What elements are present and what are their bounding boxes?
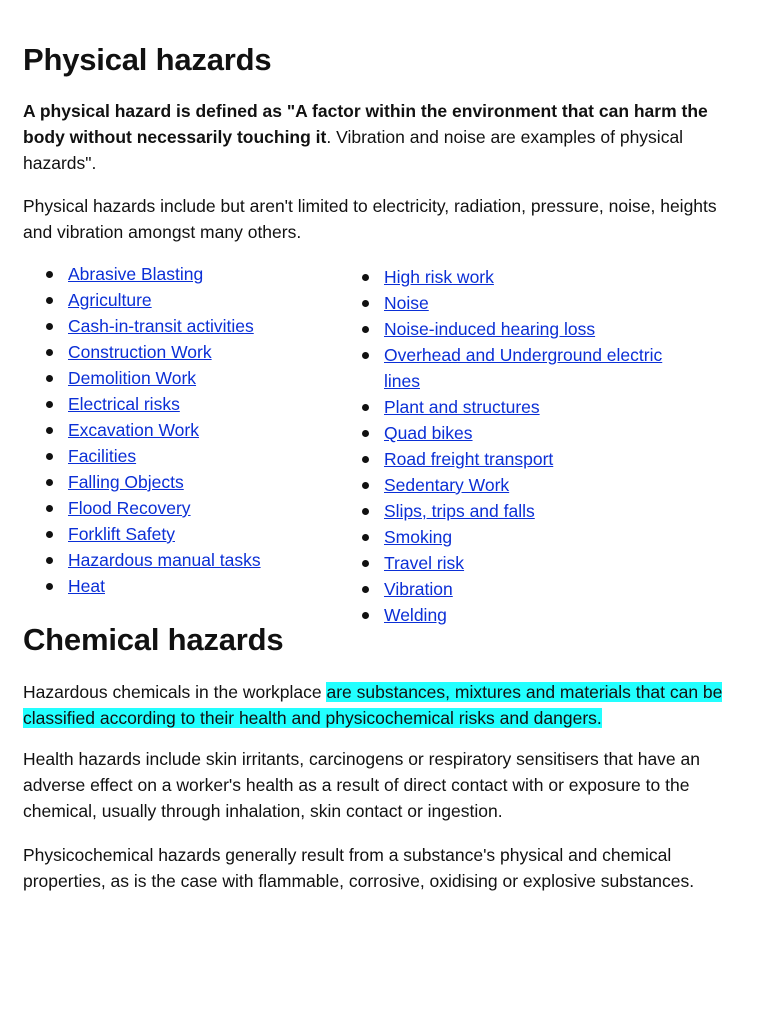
hazard-link[interactable]: Forklift Safety bbox=[68, 524, 175, 544]
hazard-list-item bbox=[23, 573, 343, 599]
definition-bold-text: A physical hazard is defined as "A factor within the environment that can harm the body without necessarily touching it bbox=[23, 101, 708, 147]
hazard-list-item bbox=[339, 498, 699, 524]
hazard-link[interactable]: Heat bbox=[68, 576, 105, 596]
hazard-link[interactable]: Slips, trips and falls bbox=[384, 501, 535, 521]
hazard-list-item bbox=[23, 365, 343, 391]
physical-hazards-includes: Physical hazards include but aren't limited to electricity, radiation, pressure, noise, heights and vibration amongst many others. bbox=[23, 196, 717, 242]
hazard-link[interactable]: Construction Work bbox=[68, 342, 212, 362]
chemical-hazards-heading: Chemical hazards bbox=[23, 622, 284, 657]
bullet-icon bbox=[362, 430, 369, 437]
hazard-list-item bbox=[339, 290, 699, 316]
hazard-link[interactable]: Falling Objects bbox=[68, 472, 184, 492]
hazard-link[interactable]: Abrasive Blasting bbox=[68, 264, 204, 284]
hazard-list-item bbox=[23, 495, 343, 521]
bullet-icon bbox=[362, 586, 369, 593]
bullet-icon bbox=[362, 560, 369, 567]
hazard-list-item bbox=[339, 316, 699, 342]
hazard-list-item bbox=[23, 443, 343, 469]
hazard-list-item bbox=[339, 342, 699, 394]
bullet-icon bbox=[362, 482, 369, 489]
bullet-icon bbox=[46, 297, 53, 304]
bullet-icon bbox=[46, 401, 53, 408]
bullet-icon bbox=[46, 453, 53, 460]
hazard-link[interactable]: Overhead and Underground electric lines bbox=[384, 345, 663, 391]
bullet-icon bbox=[362, 352, 369, 359]
hazard-link[interactable]: Sedentary Work bbox=[384, 475, 510, 495]
hazard-list-item bbox=[23, 339, 343, 365]
hazard-list-item bbox=[23, 521, 343, 547]
bullet-icon bbox=[362, 326, 369, 333]
bullet-icon bbox=[46, 427, 53, 434]
hazard-list-item bbox=[23, 313, 343, 339]
physical-hazards-list-left bbox=[23, 261, 343, 599]
bullet-icon bbox=[46, 583, 53, 590]
hazard-link[interactable]: Noise bbox=[384, 293, 429, 313]
bullet-icon bbox=[46, 375, 53, 382]
definition-rest-text: . Vibration and noise are examples of physical hazards". bbox=[23, 127, 684, 173]
hazard-link[interactable]: Road freight transport bbox=[384, 449, 554, 469]
hazard-list-item bbox=[339, 602, 699, 628]
hazard-list-item bbox=[339, 394, 699, 420]
hazard-link[interactable]: Electrical risks bbox=[68, 394, 180, 414]
chemical-hazards-intro bbox=[23, 679, 738, 731]
bullet-icon bbox=[362, 404, 369, 411]
hazard-link[interactable]: Quad bikes bbox=[384, 423, 473, 443]
physical-hazards-heading: Physical hazards bbox=[23, 42, 272, 77]
bullet-icon bbox=[46, 505, 53, 512]
bullet-icon bbox=[362, 534, 369, 541]
hazard-link[interactable]: Plant and structures bbox=[384, 397, 540, 417]
hazard-link[interactable]: Smoking bbox=[384, 527, 453, 547]
hazard-list-item bbox=[23, 261, 343, 287]
bullet-icon bbox=[46, 479, 53, 486]
bullet-icon bbox=[46, 271, 53, 278]
physical-hazard-definition bbox=[23, 98, 738, 176]
hazard-link[interactable]: Excavation Work bbox=[68, 420, 199, 440]
bullet-icon bbox=[46, 531, 53, 538]
bullet-icon bbox=[362, 508, 369, 515]
intro-highlighted-text: are substances, mixtures and materials that can be classified according to their health and physicochemical risks and dangers. bbox=[23, 682, 723, 728]
hazard-list-item bbox=[339, 264, 699, 290]
bullet-icon bbox=[362, 456, 369, 463]
hazard-link[interactable]: Travel risk bbox=[384, 553, 465, 573]
hazard-link[interactable]: Noise-induced hearing loss bbox=[384, 319, 596, 339]
physical-hazards-list-right bbox=[339, 264, 699, 628]
hazard-list-item bbox=[23, 547, 343, 573]
intro-plain-text: Hazardous chemicals in the workplace bbox=[23, 682, 327, 702]
bullet-icon bbox=[46, 323, 53, 330]
hazard-list-item bbox=[23, 469, 343, 495]
hazard-link[interactable]: Facilities bbox=[68, 446, 137, 466]
hazard-link[interactable]: Demolition Work bbox=[68, 368, 197, 388]
hazard-link[interactable]: Hazardous manual tasks bbox=[68, 550, 261, 570]
hazard-list-item bbox=[339, 524, 699, 550]
hazard-link[interactable]: Welding bbox=[384, 605, 447, 625]
hazard-list-item bbox=[23, 391, 343, 417]
hazard-list-item bbox=[23, 287, 343, 313]
physicochemical-hazards-paragraph: Physicochemical hazards generally result from a substance's physical and chemical properties, as is the case with flammable, corrosive, oxidising or explosive substances. bbox=[23, 845, 695, 891]
bullet-icon bbox=[46, 557, 53, 564]
hazard-list-item bbox=[339, 576, 699, 602]
bullet-icon bbox=[362, 300, 369, 307]
hazard-link[interactable]: Vibration bbox=[384, 579, 453, 599]
hazard-list-item bbox=[339, 420, 699, 446]
hazard-link[interactable]: Agriculture bbox=[68, 290, 152, 310]
hazard-list-item bbox=[339, 472, 699, 498]
bullet-icon bbox=[46, 349, 53, 356]
hazard-link[interactable]: Cash-in-transit activities bbox=[68, 316, 254, 336]
hazard-list-item bbox=[339, 550, 699, 576]
hazard-link[interactable]: High risk work bbox=[384, 267, 494, 287]
hazard-list-item bbox=[23, 417, 343, 443]
hazard-link[interactable]: Flood Recovery bbox=[68, 498, 191, 518]
hazard-list-item bbox=[339, 446, 699, 472]
bullet-icon bbox=[362, 274, 369, 281]
bullet-icon bbox=[362, 612, 369, 619]
health-hazards-paragraph: Health hazards include skin irritants, carcinogens or respiratory sensitisers that have an adverse effect on a worker's health as a result of direct contact with or exposure to the chemical, usually through inhalation, skin contact or ingestion. bbox=[23, 749, 700, 821]
